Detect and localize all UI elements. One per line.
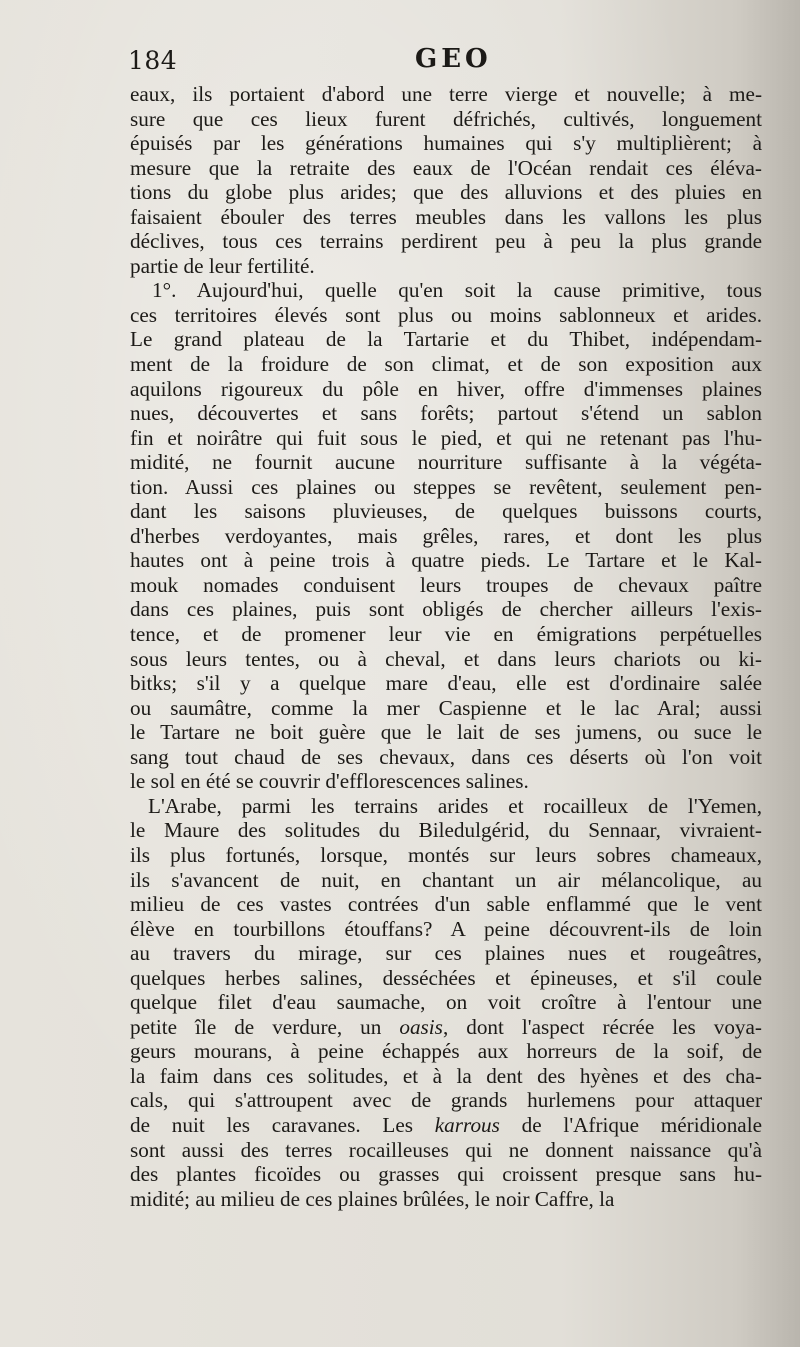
text-line: le Maure des solitudes du Biledulgérid, du Sennaar, vivraient- <box>130 818 762 843</box>
text-line: élève en tourbillons étouffans? A peine découvrent-ils de loin <box>130 916 762 941</box>
text-line: midité; au milieu de ces plaines brûlées, le noir Caffre, la <box>130 1186 615 1211</box>
page-number: 184 <box>128 46 178 75</box>
text-line: ces territoires élevés sont plus ou moins sablonneux et arides. <box>130 302 762 327</box>
text-line: milieu de ces vastes contrées d'un sable enflammé que le vent <box>130 892 762 917</box>
text-line: ment de la froidure de son climat, et de son exposition aux <box>130 352 762 377</box>
text-line: épuisés par les générations humaines qui s'y multiplièrent; à <box>130 131 762 156</box>
text-line: midité, ne fournit aucune nourriture suffisante à la végéta- <box>130 450 762 475</box>
text-line: déclives, tous ces terrains perdirent peu à peu la plus grande <box>130 229 762 254</box>
text-line: ils plus fortunés, lorsque, montés sur leurs sobres chameaux, <box>130 842 762 867</box>
text-line: sang tout chaud de ses chevaux, dans ces déserts où l'on voit <box>130 744 762 769</box>
text-line: bitks; s'il y a quelque mare d'eau, elle est d'ordinaire salée <box>130 671 762 696</box>
text-line: partie de leur fertilité. <box>130 253 315 278</box>
text-line <box>130 1015 762 1040</box>
text-line: d'herbes verdoyantes, mais grêles, rares, et dont les plus <box>130 523 762 548</box>
text-line <box>130 1113 762 1138</box>
text-line: sont aussi des terres rocailleuses qui ne donnent naissance qu'à <box>130 1137 762 1162</box>
text-line: aquilons rigoureux du pôle en hiver, offre d'immenses plaines <box>130 376 762 401</box>
italic-term: karrous <box>434 1112 500 1137</box>
text-line: tions du globe plus arides; que des alluvions et des pluies en <box>130 180 762 205</box>
text-line: cals, qui s'attroupent avec de grands hurlemens pour attaquer <box>130 1088 762 1113</box>
text-line: Le grand plateau de la Tartarie et du Thibet, indépendam- <box>130 327 762 352</box>
text-line: mouk nomades conduisent leurs troupes de chevaux paître <box>130 572 762 597</box>
text-line: L'Arabe, parmi les terrains arides et rocailleux de l'Yemen, <box>148 793 762 818</box>
text-line: eaux, ils portaient d'abord une terre vierge et nouvelle; à me- <box>130 82 762 106</box>
text-line: fin et noirâtre qui fuit sous le pied, et qui ne retenant pas l'hu- <box>130 425 762 450</box>
text-line: le sol en été se couvrir d'efflorescences salines. <box>130 769 529 794</box>
text-line: au travers du mirage, sur ces plaines nues et rougeâtres, <box>130 941 762 966</box>
text-segment: de nuit les caravanes. Les <box>130 1112 435 1137</box>
text-line: des plantes ficoïdes ou grasses qui croissent presque sans hu- <box>130 1162 762 1187</box>
running-head: GEO <box>415 44 492 74</box>
text-line: mesure que la retraite des eaux de l'Océan rendait ces éléva- <box>130 155 762 180</box>
text-segment: petite île de verdure, un <box>130 1014 400 1039</box>
text-line: tion. Aussi ces plaines ou steppes se revêtent, seulement pen- <box>130 474 762 499</box>
text-line: ou saumâtre, comme la mer Caspienne et le lac Aral; aussi <box>130 695 762 720</box>
italic-term: oasis <box>399 1014 443 1039</box>
text-line: tence, et de promener leur vie en émigrations perpétuelles <box>130 622 762 647</box>
text-line: quelques herbes salines, desséchées et épineuses, et s'il coule <box>130 965 762 990</box>
text-line: dans ces plaines, puis sont obligés de chercher ailleurs l'exis- <box>130 597 762 622</box>
text-segment: , dont l'aspect récrée les voya- <box>442 1014 762 1039</box>
page-header <box>128 44 768 80</box>
text-line: 1°. Aujourd'hui, quelle qu'en soit la cause primitive, tous <box>152 278 762 303</box>
text-segment: de l'Afrique méridionale <box>499 1112 762 1137</box>
text-line: nues, découvertes et sans forêts; partout s'étend un sablon <box>130 401 762 426</box>
text-line: dant les saisons pluvieuses, de quelques buissons courts, <box>130 499 762 524</box>
text-line: hautes ont à peine trois à quatre pieds. Le Tartare et le Kal- <box>130 548 762 573</box>
text-line: le Tartare ne boit guère que le lait de ses jumens, ou suce le <box>130 720 762 745</box>
text-line: geurs mourans, à peine échappés aux horreurs de la soif, de <box>130 1039 762 1064</box>
text-line: sure que ces lieux furent défrichés, cultivés, longuement <box>130 106 762 131</box>
text-line: sous leurs tentes, ou à cheval, et dans leurs chariots ou ki- <box>130 646 762 671</box>
text-line: ils s'avancent de nuit, en chantant un air mélancolique, au <box>130 867 762 892</box>
body-text <box>130 82 762 1211</box>
text-line: quelque filet d'eau saumache, on voit croître à l'entour une <box>130 990 762 1015</box>
text-line: faisaient ébouler des terres meubles dans les vallons les plus <box>130 204 762 229</box>
text-line: la faim dans ces solitudes, et à la dent des hyènes et des cha- <box>130 1063 762 1088</box>
